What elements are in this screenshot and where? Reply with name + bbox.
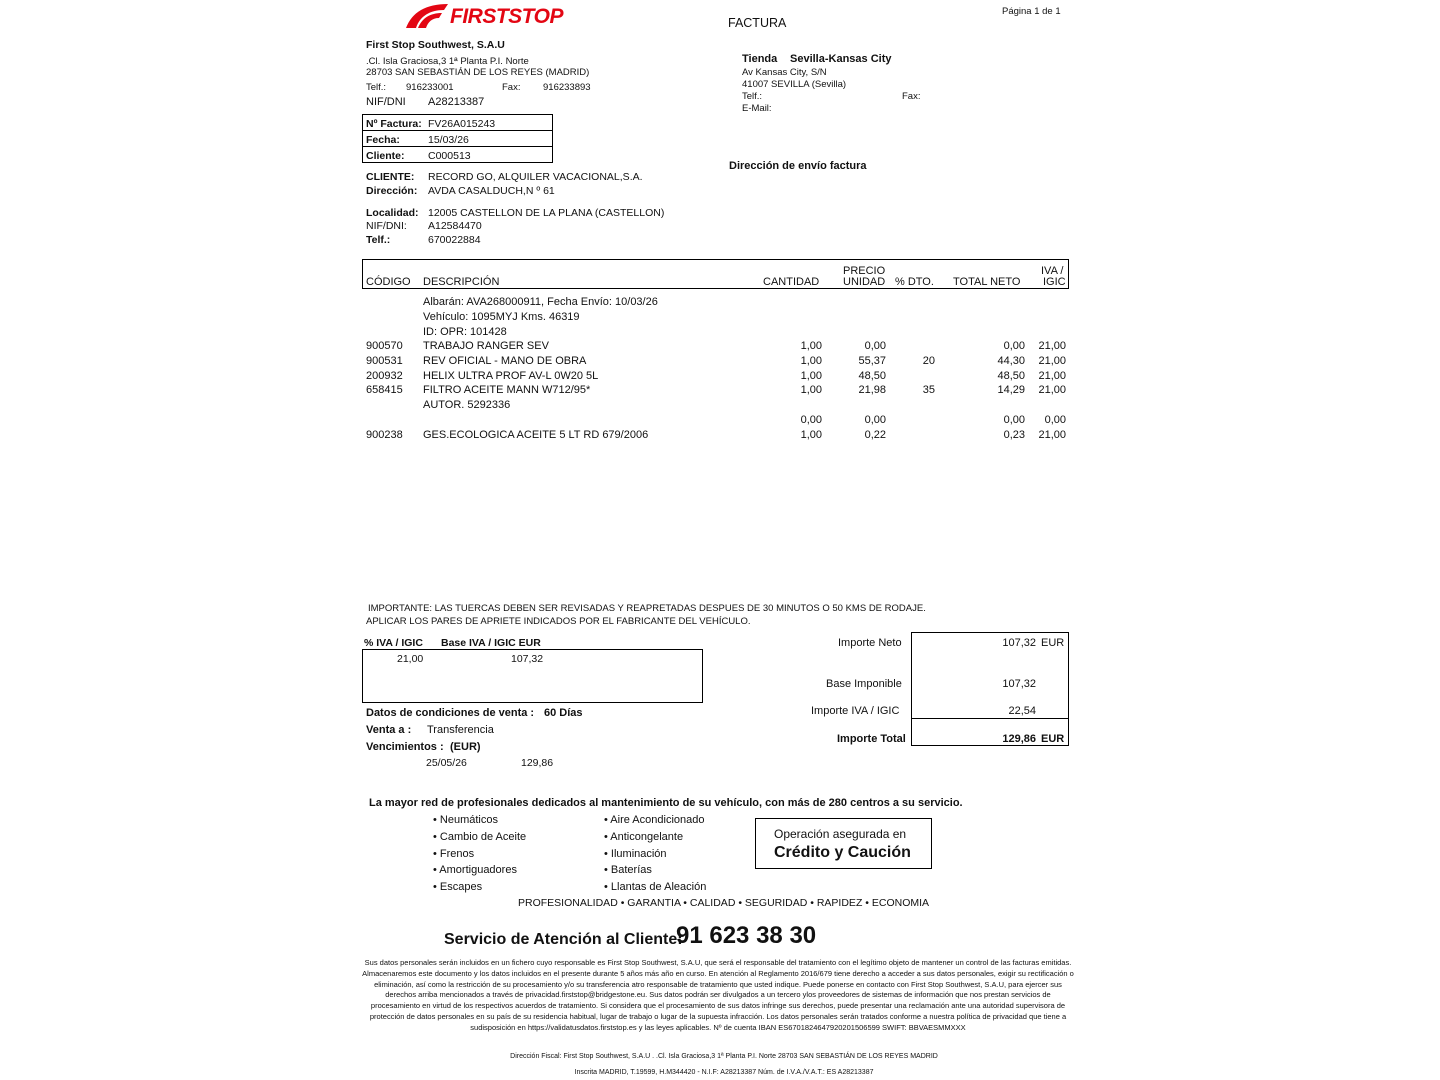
total-amount-label: Importe Total: [837, 733, 906, 745]
service-item: • Aire Acondicionado: [604, 814, 705, 826]
item-description: GES.ECOLOGICA ACEITE 5 LT RD 679/2006: [423, 428, 649, 441]
due-label: Vencimientos :: [366, 741, 444, 753]
item-vat-rate: 21,00: [1038, 340, 1066, 352]
sale-conditions-value: 60 Días: [544, 707, 583, 719]
item-unit-price: 48,50: [858, 369, 886, 382]
logo-text: FIRSTSTOP: [450, 5, 563, 28]
service-item: • Amortiguadores: [433, 864, 517, 877]
invoice-client-label: Cliente:: [366, 150, 405, 162]
net-currency: EUR: [1041, 637, 1065, 649]
customer-locality-label: Localidad:: [366, 207, 419, 219]
customer-service-phone: 91 623 38 30: [676, 922, 817, 949]
header-net: TOTAL NETO: [953, 276, 1021, 288]
item-net-total: 44,30: [997, 354, 1025, 367]
item-net-total: 0,00: [1003, 340, 1025, 352]
invoice-number: FV26A015243: [428, 118, 496, 130]
customer-nif-label: NIF/DNI:: [366, 220, 407, 232]
vat-rate: 21,00: [397, 653, 424, 665]
item-vat-rate: 0,00: [1044, 414, 1066, 426]
invoice-number-label: Nº Factura:: [366, 118, 422, 130]
item-vat-rate: 21,00: [1038, 428, 1066, 441]
company-address-2: 28703 SAN SEBASTIÁN DE LOS REYES (MADRID): [366, 67, 590, 78]
customer-nif: A12584470: [428, 220, 482, 232]
document-title: FACTURA: [728, 16, 787, 30]
item-vat-rate: 21,00: [1038, 384, 1066, 397]
store-label: Tienda: [742, 53, 778, 65]
header-price-2: UNIDAD: [843, 276, 886, 288]
service-item: • Anticongelante: [604, 830, 684, 843]
base-amount-label: Base Imponible: [826, 678, 902, 690]
due-amount: 129,86: [521, 757, 554, 769]
sale-type: Transferencia: [427, 724, 494, 736]
item-description: TRABAJO RANGER SEV: [423, 340, 549, 352]
customer-label: CLIENTE:: [366, 171, 415, 183]
item-quantity: 1,00: [800, 384, 822, 397]
invoice-date-label: Fecha:: [366, 134, 400, 146]
due-currency: (EUR): [450, 741, 481, 753]
company-address-1: .Cl. Isla Graciosa,3 1ª Planta P.I. Norte: [366, 56, 529, 67]
item-code: 900238: [366, 428, 403, 441]
sale-type-label: Venta a :: [366, 724, 412, 736]
item-net-total: 14,29: [997, 384, 1025, 397]
customer-tel: 670022884: [428, 234, 481, 246]
item-description: HELIX ULTRA PROF AV-L 0W20 5L: [423, 369, 599, 382]
service-item: • Baterías: [604, 864, 652, 877]
company-tel: 916233001: [406, 82, 454, 93]
customer-address-label: Dirección:: [366, 185, 418, 197]
store-name: Sevilla-Kansas City: [790, 53, 892, 65]
item-unit-price: 0,22: [864, 428, 886, 441]
item-quantity: 0,00: [800, 414, 822, 426]
order-id-line: ID: OPR: 101428: [423, 326, 507, 338]
item-quantity: 1,00: [800, 340, 822, 352]
shipping-address-label: Dirección de envío factura: [729, 160, 867, 172]
sale-conditions-label: Datos de condiciones de venta :: [366, 707, 535, 719]
page-number: Página 1 de 1: [1002, 6, 1061, 17]
item-vat-rate: 21,00: [1038, 354, 1066, 367]
due-date: 25/05/26: [426, 757, 467, 769]
store-tel-label: Telf.:: [742, 91, 763, 102]
divider: [911, 718, 1069, 719]
customer-locality: 12005 CASTELLON DE LA PLANA (CASTELLON): [428, 207, 665, 219]
company-nif-label: NIF/DNI: [366, 96, 406, 108]
item-description: REV OFICIAL - MANO DE OBRA: [423, 354, 587, 367]
customer-tel-label: Telf.:: [366, 234, 391, 246]
service-item: • Escapes: [433, 881, 483, 894]
header-price-1: PRECIO: [843, 265, 886, 277]
registration-line: Inscrita MADRID, T.19599, H.M344420 - N.I.F: A28213387 Núm. de I.V.A./V.A.T.: ES A28213387: [574, 1069, 874, 1076]
customer-name: RECORD GO, ALQUILER VACACIONAL,S.A.: [428, 171, 643, 183]
credit-insurance-line-2: Crédito y Caución: [774, 844, 911, 861]
service-item: • Frenos: [433, 847, 475, 860]
company-tel-label: Telf.:: [366, 82, 387, 93]
company-name: First Stop Southwest, S.A.U: [366, 39, 505, 51]
item-net-total: 0,00: [1003, 414, 1025, 426]
header-discount: % DTO.: [895, 276, 934, 288]
customer-service-label: Servicio de Atención al Cliente:: [444, 931, 683, 948]
divider: [362, 130, 553, 131]
service-item: • Neumáticos: [433, 814, 498, 826]
service-item: • Cambio de Aceite: [433, 830, 527, 843]
total-currency: EUR: [1041, 733, 1065, 745]
vat-amount-label: Importe IVA / IGIC: [811, 705, 900, 717]
privacy-legal-text: Sus datos personales serán incluidos en un fichero cuyo responsable es First Stop Southwest, S.A.U, que será el responsable del tratamiento con el legítimo objeto de mantener un control de las facturas emitidas. Almacenaremos este documento y los datos incluidos en el presente durante 5 años más año en curso. En atención al Reglamento 2016/679 tiene derecho a acceder a sus datos personales, exigir su rectificación o eliminación, así como la restricción de su procesamiento y/o su transferencia atro responsable de tratamiento que usted indique. Puede ponerse en contacto con First Stop Southwest, S.A.U, para ejercer sus derechos arriba mencionados a través de privacidad.firststop@bridgestone.eu. Sus datos podrán ser divulgados a un tercero ylos proveedores de sistemas de información que nos prestan servicios de procesamiento en virtud de los respectivos acuerdos de tratamiento. Si considera que el procesamiento de sus datos infringe sus derechos, puede presentar una reclamación ante una autoridad supervisora de protección de datos personales en su país de su residencia habitual, lugar de trabajo o lugar de la supuesta infracción. Los datos personales serán tratados conforme a nuestra política de privacidad que tiene a sudisposición en https://validatusdatos.firststop.es y las leyes aplicables. Nº de cuenta IBAN ES6701824647920201506599 SWIFT: BBVAESMMXXX: [362, 958, 1074, 1032]
item-unit-price: 0,00: [864, 414, 886, 426]
item-unit-price: 0,00: [864, 340, 886, 352]
item-vat-rate: 21,00: [1038, 369, 1066, 382]
header-vat-2: IGIC: [1043, 276, 1066, 288]
item-quantity: 1,00: [800, 354, 822, 367]
logo: [404, 2, 564, 30]
promo-headline: La mayor red de profesionales dedicados al mantenimiento de su vehículo, con más de 280 centros a su servicio.: [369, 797, 963, 809]
company-fax-label: Fax:: [502, 82, 521, 93]
item-discount: 20: [922, 354, 935, 367]
vehicle-line: Vehículo: 1095MYJ Kms. 46319: [423, 311, 580, 323]
fiscal-address-line: Dirección Fiscal: First Stop Southwest, S.A.U . .Cl. Isla Graciosa,3 1ª Planta P.I. Norte 28703 SAN SEBASTIÁN DE LOS REYES MADRID: [510, 1053, 938, 1060]
divider: [362, 146, 553, 147]
values-line: PROFESIONALIDAD • GARANTIA • CALIDAD • SEGURIDAD • RAPIDEZ • ECONOMIA: [518, 897, 930, 909]
item-code: 900531: [366, 354, 403, 367]
item-discount: 35: [922, 384, 935, 397]
net-amount: 107,32: [1002, 637, 1036, 649]
net-amount-label: Importe Neto: [838, 637, 902, 649]
delivery-note-line: Albarán: AVA268000911, Fecha Envío: 10/03/26: [423, 296, 658, 308]
service-item: • Llantas de Aleación: [604, 881, 707, 894]
service-item: • Iluminación: [604, 847, 667, 860]
item-code: 658415: [366, 384, 403, 397]
vat-amount: 22,54: [1008, 705, 1036, 717]
item-code: 200932: [366, 369, 403, 382]
store-email-label: E-Mail:: [742, 103, 772, 114]
header-code: CÓDIGO: [366, 276, 411, 288]
item-net-total: 0,23: [1003, 428, 1025, 441]
item-quantity: 1,00: [800, 428, 822, 441]
store-address-2: 41007 SEVILLA (Sevilla): [742, 79, 847, 90]
important-notice-2: APLICAR LOS PARES DE APRIETE INDICADOS POR EL FABRICANTE DEL VEHÍCULO.: [366, 616, 751, 627]
vat-base-header: Base IVA / IGIC EUR: [441, 637, 541, 649]
item-unit-price: 21,98: [858, 384, 886, 397]
company-nif: A28213387: [428, 96, 485, 108]
item-net-total: 48,50: [997, 369, 1025, 382]
invoice-client: C000513: [428, 150, 471, 162]
invoice-date: 15/03/26: [428, 134, 469, 146]
item-description: FILTRO ACEITE MANN W712/95*: [423, 384, 591, 397]
store-fax-label: Fax:: [902, 91, 921, 102]
important-notice-1: IMPORTANTE: LAS TUERCAS DEBEN SER REVISADAS Y REAPRETADAS DESPUES DE 30 MINUTOS O 50 KMS DE RODAJE.: [368, 603, 926, 614]
header-description: DESCRIPCIÓN: [423, 276, 500, 288]
vat-rate-header: % IVA / IGIC: [364, 637, 423, 649]
base-amount: 107,32: [1002, 678, 1036, 690]
item-description: AUTOR. 5292336: [423, 399, 511, 412]
vat-base: 107,32: [511, 653, 544, 665]
header-quantity: CANTIDAD: [763, 276, 820, 288]
item-unit-price: 55,37: [858, 354, 886, 367]
logo-swoosh-icon: [404, 2, 452, 30]
store-address-1: Av Kansas City, S/N: [742, 67, 827, 78]
item-quantity: 1,00: [800, 369, 822, 382]
header-vat-1: IVA /: [1041, 265, 1064, 277]
total-amount: 129,86: [1002, 733, 1036, 745]
item-code: 900570: [366, 340, 403, 352]
customer-address: AVDA CASALDUCH,N º 61: [428, 185, 555, 197]
company-fax: 916233893: [543, 82, 591, 93]
credit-insurance-line-1: Operación asegurada en: [774, 827, 907, 841]
